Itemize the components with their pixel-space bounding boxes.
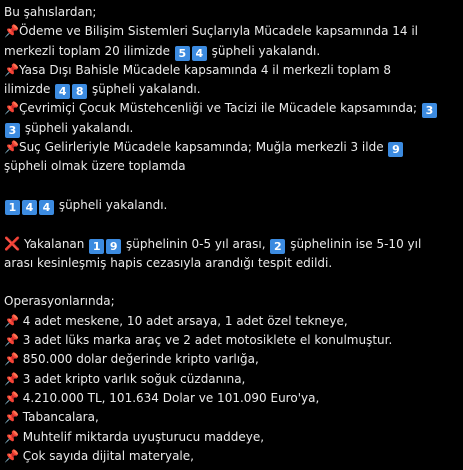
pushpin-icon: 📌 xyxy=(4,390,19,405)
keycap-digit-icon: 9 xyxy=(388,142,403,157)
pushpin-icon: 📌 xyxy=(4,448,19,463)
spacer xyxy=(4,177,461,196)
keycap-digit-icon: 3 xyxy=(422,103,437,118)
keycap-digit-icon: 8 xyxy=(72,84,87,99)
pushpin-icon: 📌 xyxy=(4,352,19,367)
keycap-digit-icon: 9 xyxy=(106,239,121,254)
intro-line: Bu şahıslardan; xyxy=(4,5,97,19)
seized-item: 📌 Çok sayıda dijital materyale, xyxy=(4,448,194,463)
keycap-digit-icon: 1 xyxy=(5,200,20,215)
pushpin-icon: 📌 xyxy=(4,333,19,348)
item-crime-proceeds-cont: şüpheli olmak üzere toplamda xyxy=(4,159,186,174)
pushpin-icon: 📌 xyxy=(4,101,19,116)
seized-item: 📌 3 adet kripto varlık soğuk cüzdanına, xyxy=(4,371,246,386)
item-payment-crimes: 📌Ödeme ve Bilişim Sistemleri Suçlarıyla Mücadele kapsamında 14 il xyxy=(4,24,418,39)
pushpin-icon: 📌 xyxy=(4,371,19,386)
keycap-digit-icon: 1 xyxy=(89,239,104,254)
keycap-digit-icon: 4 xyxy=(55,84,70,99)
sentence-line: ❌ Yakalanan 1 9 şüphelinin 0-5 yıl arası, 2 şüphelinin ise 5-10 yıl xyxy=(4,236,422,253)
seized-item: 📌 Tabancalara, xyxy=(4,410,99,425)
item-child-abuse-cont: 3 şüpheli yakalandı. xyxy=(4,119,461,138)
keycap-digit-icon: 4 xyxy=(192,46,207,61)
spacer xyxy=(4,215,461,234)
pushpin-icon: 📌 xyxy=(4,410,19,425)
operations-heading: Operasyonlarında; xyxy=(4,294,115,309)
spacer xyxy=(4,273,461,292)
seized-item: 📌 850.000 dolar değerinde kripto varlığa, xyxy=(4,352,259,367)
seized-item: 📌 4 adet meskene, 10 adet arsaya, 1 adet özel tekneye, xyxy=(4,313,348,328)
pushpin-icon: 📌 xyxy=(4,429,19,444)
seized-item: 📌 4.210.000 TL, 101.634 Dolar ve 101.090 Euro'ya, xyxy=(4,390,320,405)
total-line: 1 4 4 şüpheli yakalandı. xyxy=(4,196,461,215)
pushpin-icon: 📌 xyxy=(4,313,19,328)
item-illegal-betting: 📌Yasa Dışı Bahisle Mücadele kapsamında 4 il merkezli toplam 8 xyxy=(4,62,391,77)
pushpin-icon: 📌 xyxy=(4,24,19,39)
seized-item: 📌 Muhtelif miktarda uyuşturucu maddeye, xyxy=(4,429,265,444)
keycap-digit-icon: 2 xyxy=(270,239,285,254)
cross-mark-icon: ❌ xyxy=(4,236,21,252)
keycap-digit-icon: 5 xyxy=(175,46,190,61)
pushpin-icon: 📌 xyxy=(4,140,19,155)
item-crime-proceeds: 📌Suç Gelirleriyle Mücadele kapsamında; Muğla merkezli 3 ilde 9 xyxy=(4,138,461,157)
item-payment-crimes-cont: merkezli toplam 20 ilimizde 5 4 şüpheli yakalandı. xyxy=(4,43,321,60)
keycap-digit-icon: 4 xyxy=(39,200,54,215)
keycap-digit-icon: 4 xyxy=(22,200,37,215)
keycap-digit-icon: 3 xyxy=(5,123,20,138)
pushpin-icon: 📌 xyxy=(4,62,19,77)
item-child-abuse: 📌Çevrimiçi Çocuk Müstehcenliği ve Tacizi ile Mücadele kapsamında; 3 xyxy=(4,99,461,118)
item-illegal-betting-cont: ilimizde 4 8 şüpheli yakalandı. xyxy=(4,82,201,99)
seized-item: 📌 3 adet lüks marka araç ve 2 adet motosiklete el konulmuştur. xyxy=(4,333,393,348)
sentence-line-cont: arası kesinleşmiş hapis cezasıyla arandığı tespit edildi. xyxy=(4,255,333,270)
